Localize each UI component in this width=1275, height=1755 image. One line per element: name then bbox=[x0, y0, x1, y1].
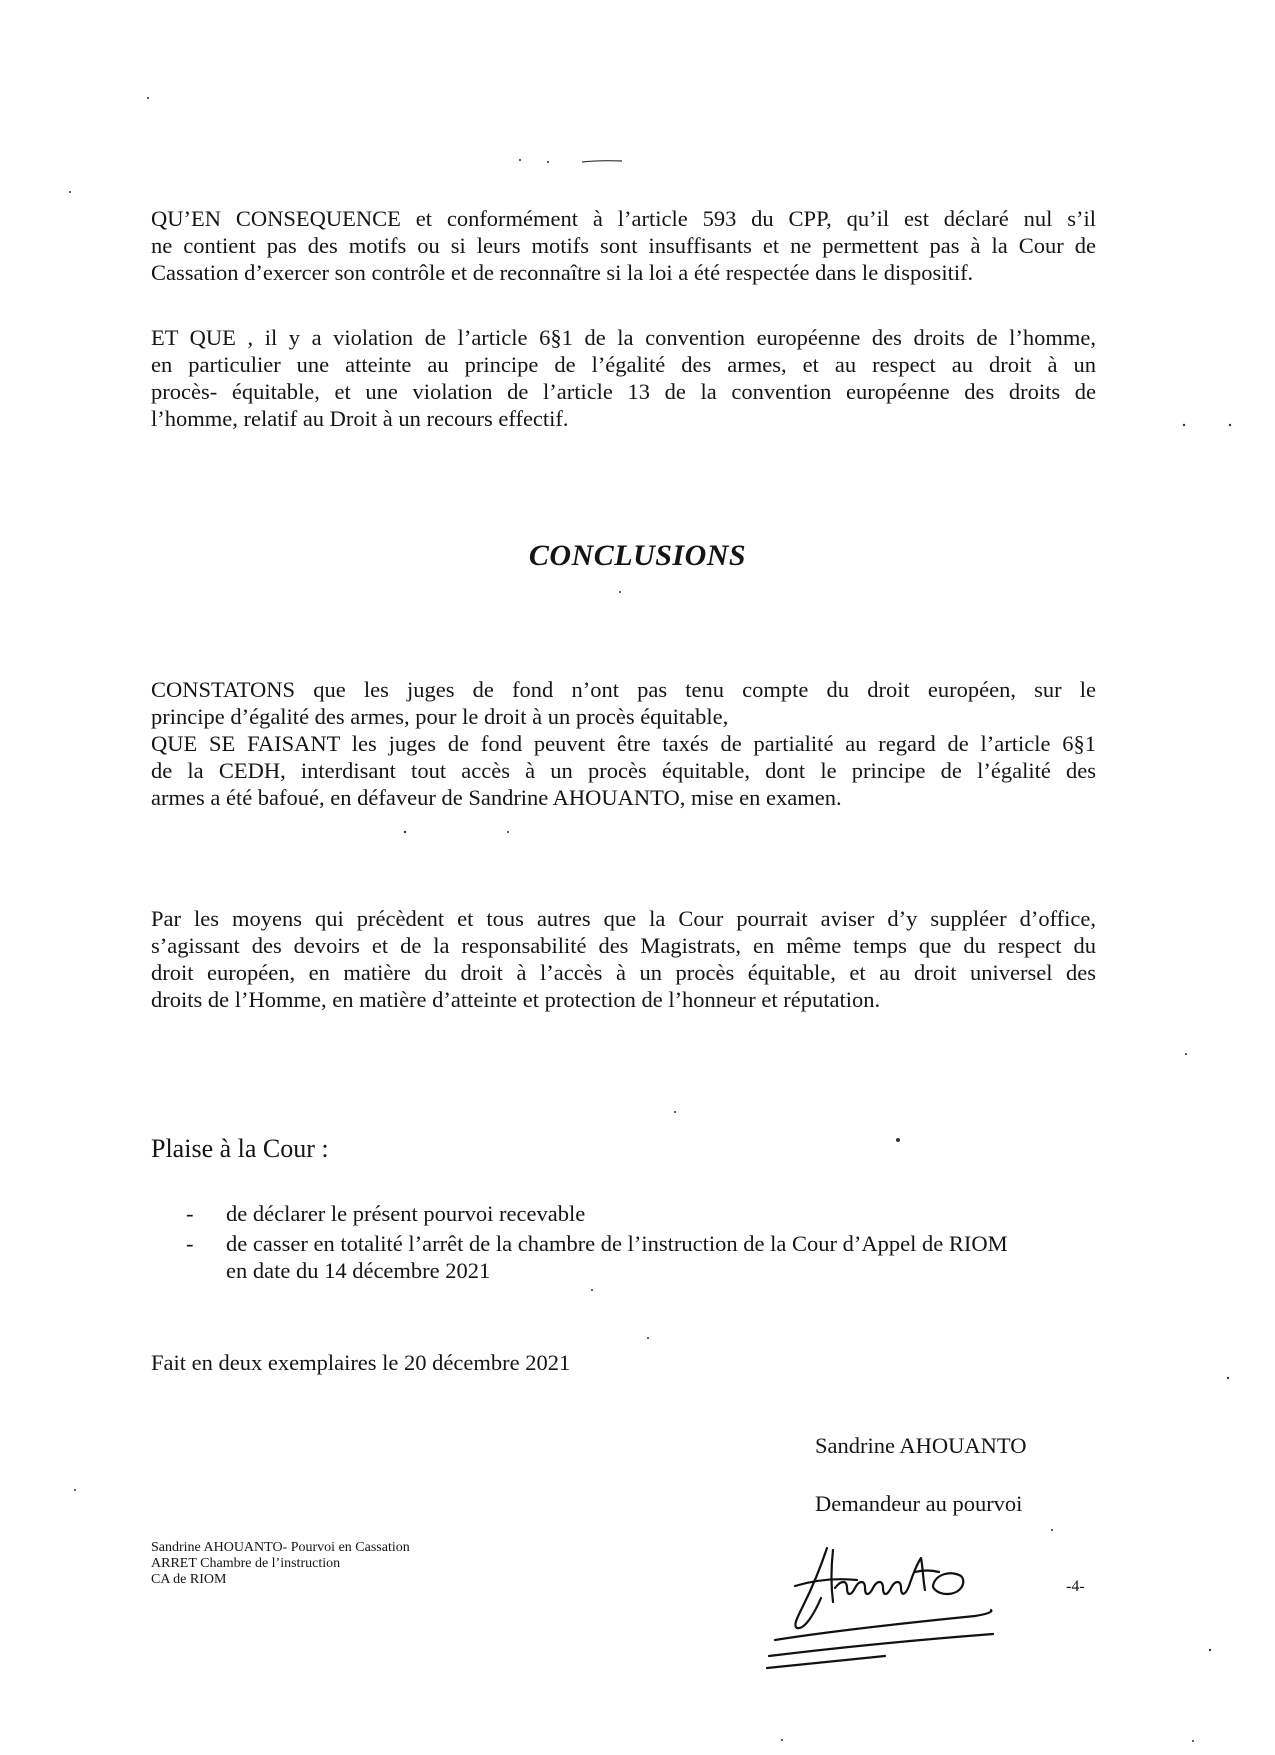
paragraph-line: ne contient pas des motifs ou si leurs motifs sont insuffisants et ne permettent pas à la Cour de bbox=[151, 233, 1096, 258]
paragraph-consequence bbox=[151, 205, 1096, 286]
paragraph-line: CONSTATONS que les juges de fond n’ont pas tenu compte du droit européen, sur le bbox=[151, 677, 1096, 702]
date-line: Fait en deux exemplaires le 20 décembre 2021 bbox=[151, 1350, 571, 1375]
paragraph-constatons bbox=[151, 676, 1096, 811]
paragraph-line: Cassation d’exercer son contrôle et de reconnaître si la loi a été respectée dans le dispositif. bbox=[151, 260, 974, 285]
paragraph-line: l’homme, relatif au Droit à un recours effectif. bbox=[151, 406, 569, 431]
list-item-text: de déclarer le présent pourvoi recevable bbox=[226, 1201, 586, 1226]
paragraph-line: procès- équitable, et une violation de l’article 13 de la convention européenne des droits de bbox=[151, 379, 1096, 404]
requests-list bbox=[186, 1200, 1096, 1287]
paragraph-line: droits de l’Homme, en matière d’atteinte et protection de l’honneur et réputation. bbox=[151, 987, 881, 1012]
footer-line: Sandrine AHOUANTO- Pourvoi en Cassation bbox=[151, 1540, 410, 1555]
list-item-text: en date du 14 décembre 2021 bbox=[226, 1258, 491, 1283]
paragraph-line: QU’EN CONSEQUENCE et conformément à l’article 593 du CPP, qu’il est déclaré nul s’il bbox=[151, 206, 1096, 231]
paragraph-line: s’agissant des devoirs et de la responsabilité des Magistrats, en même temps que du respect du bbox=[151, 933, 1096, 958]
paragraph-line: principe d’égalité des armes, pour le droit à un procès équitable, bbox=[151, 704, 729, 729]
signatory-role: Demandeur au pourvoi bbox=[815, 1491, 1023, 1516]
footer-line: CA de RIOM bbox=[151, 1572, 227, 1587]
footer-line: ARRET Chambre de l’instruction bbox=[151, 1556, 341, 1571]
page-number: -4- bbox=[1066, 1578, 1085, 1595]
handwritten-signature bbox=[755, 1528, 1015, 1678]
footer-reference bbox=[151, 1540, 410, 1588]
paragraph-line: QUE SE FAISANT les juges de fond peuvent être taxés de partialité au regard de l’article 6§1 bbox=[151, 731, 1096, 756]
paragraph-line: droit européen, en matière du droit à l’accès à un procès équitable, et au droit universel des bbox=[151, 960, 1096, 985]
paragraph-line: armes a été bafoué, en défaveur de Sandrine AHOUANTO, mise en examen. bbox=[151, 785, 842, 810]
paragraph-violation bbox=[151, 324, 1096, 432]
dash-marker: - bbox=[186, 1231, 194, 1256]
signatory-name: Sandrine AHOUANTO bbox=[815, 1433, 1027, 1458]
list-item bbox=[186, 1230, 1096, 1284]
list-item-text: de casser en totalité l’arrêt de la chambre de l’instruction de la Cour d’Appel de RIOM bbox=[226, 1231, 1008, 1256]
paragraph-line: de la CEDH, interdisant tout accès à un procès équitable, dont le principe de l’égalité des bbox=[151, 758, 1096, 783]
plaise-heading: Plaise à la Cour : bbox=[151, 1134, 329, 1163]
paragraph-line: ET QUE , il y a violation de l’article 6§1 de la convention européenne des droits de l’homme, bbox=[151, 325, 1096, 350]
paragraph-line: Par les moyens qui précèdent et tous autres que la Cour pourrait aviser d’y suppléer d’office, bbox=[151, 906, 1096, 931]
paragraph-moyens bbox=[151, 905, 1096, 1013]
paragraph-line: en particulier une atteinte au principe de l’égalité des armes, et au respect au droit à un bbox=[151, 352, 1096, 377]
dash-marker: - bbox=[186, 1201, 194, 1226]
list-item bbox=[186, 1200, 1096, 1227]
section-title: CONCLUSIONS bbox=[528, 539, 747, 572]
